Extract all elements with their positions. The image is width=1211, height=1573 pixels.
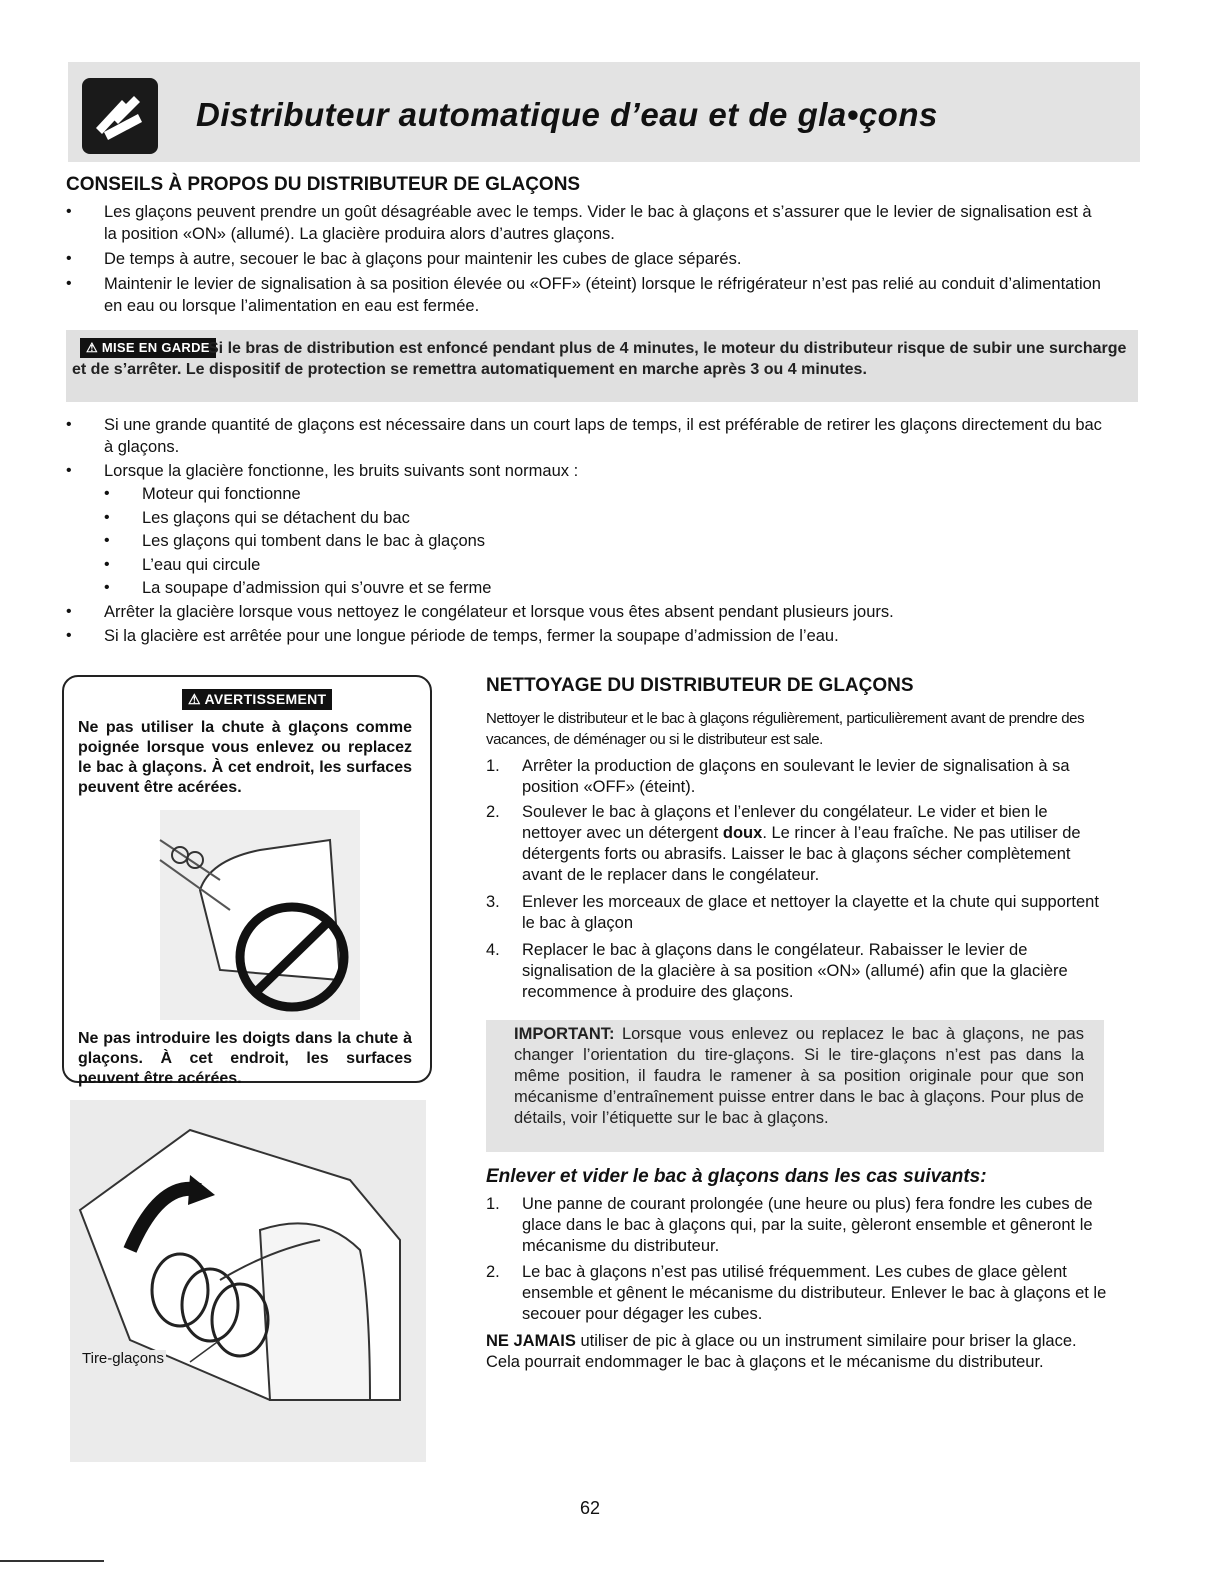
- warning-badge: ⚠ AVERTISSEMENT: [182, 689, 332, 710]
- section-heading-tips: CONSEILS À PROPOS DU DISTRIBUTEUR DE GLAÇONS: [66, 174, 581, 195]
- bullet-dot: •: [66, 462, 72, 479]
- caution-badge: ⚠ MISE EN GARDE: [80, 338, 216, 358]
- step-number: 1.: [486, 757, 500, 775]
- bullet-dot: •: [66, 203, 72, 220]
- tip-item: Si la glacière est arrêtée pour une longue période de temps, fermer la soupape d’admission de l’eau.: [104, 627, 839, 645]
- section-heading-cleaning: NETTOYAGE DU DISTRIBUTEUR DE GLAÇONS: [486, 675, 914, 696]
- bullet-dot: •: [66, 627, 72, 644]
- prohibited-icon: [232, 902, 352, 1012]
- section-heading-empty-bin: Enlever et vider le bac à glaçons dans les cas suivants:: [486, 1166, 987, 1187]
- step-text-part: Soulever le bac à glaçons et l’enlever du congélateur. Le vider et bien le nettoyer avec un détergent: [522, 803, 1048, 842]
- sub-item: La soupape d’admission qui s’ouvre et se ferme: [142, 579, 492, 597]
- caution-text: Si le bras de distribution est enfoncé pendant plus de 4 minutes, le moteur du distributeur risque de subir une surcharge et de s’arrêter. Le dispositif de protection se remettra automatiquement en marche après 3 ou 4 minutes.: [72, 340, 1127, 378]
- cleaning-step: Replacer le bac à glaçons dans le congélateur. Rabaisser le levier de signalisation de la glacière à sa position «ON» (allumé) afin que la glacière recommence à produire des glaçons.: [522, 941, 1068, 1001]
- bullet-dot: •: [66, 416, 72, 433]
- bullet-dot: •: [104, 532, 110, 549]
- footer-rule: [0, 1560, 104, 1562]
- step-number: 2.: [486, 803, 500, 821]
- bullet-dot: •: [66, 250, 72, 267]
- step-number: 2.: [486, 1263, 500, 1281]
- tip-item: Les glaçons peuvent prendre un goût désagréable avec le temps. Vider le bac à glaçons et s’assurer que le levier de signalisation est à la position «ON» (allumé). La glacière produira alors d’autres glaçons.: [104, 203, 1092, 243]
- step-number: 1.: [486, 1195, 500, 1213]
- empty-bin-case: Une panne de courant prolongée (une heure ou plus) fera fondre les cubes de glace dans le bac à glaçons qui, par la suite, gèleront ensemble et gêneront le mécanisme du distributeur.: [522, 1195, 1093, 1255]
- never-note: [486, 1331, 1110, 1373]
- tip-item: Maintenir le levier de signalisation à sa position élevée ou «OFF» (éteint) lorsque le réfrigérateur n’est pas relié au conduit d’alimentation en eau ou lorsque l’alimentation en eau est fermée.: [104, 275, 1101, 315]
- bullet-dot: •: [66, 603, 72, 620]
- page-title: Distributeur automatique d’eau et de gla•çons: [196, 96, 938, 133]
- ice-cubes-icon: [82, 78, 158, 154]
- bullet-dot: •: [104, 556, 110, 573]
- important-text: Lorsque vous enlevez ou replacez le bac à glaçons, ne pas changer l’orientation du tire-glaçons. Si le tire-glaçons n’est pas dans la même position, il faudra le ramener à sa position originale pour que son mécanisme d’entraînement puisse entrer dans le bac à glaçons. Pour plus de détails, voir l’étiquette sur le bac à glaçons.: [514, 1025, 1084, 1127]
- step-text-part: . Le rincer à l’eau fraîche. Ne pas utiliser de détergents forts ou abrasifs. Laisser le bac à glaçons sécher complètement avant de le replacer dans le congélateur.: [522, 824, 1081, 884]
- tip-item: De temps à autre, secouer le bac à glaçons pour maintenir les cubes de glace séparés.: [104, 250, 742, 268]
- cleaning-intro: Nettoyer le distributeur et le bac à glaçons régulièrement, particulièrement avant de prendre des vacances, de déménager ou si le distributeur est sale.: [486, 710, 1085, 748]
- warning-text-bottom: Ne pas introduire les doigts dans la chute à glaçons. À cet endroit, les surfaces peuvent être acérées.: [78, 1030, 412, 1087]
- page-number: 62: [580, 1498, 601, 1518]
- cleaning-step: Arrêter la production de glaçons en soulevant le levier de signalisation à sa position «OFF» (éteint).: [522, 757, 1070, 796]
- important-note: [514, 1024, 1084, 1129]
- sub-item: Les glaçons qui tombent dans le bac à glaçons: [142, 532, 486, 550]
- important-label: IMPORTANT:: [514, 1025, 615, 1043]
- bullet-dot: •: [104, 509, 110, 526]
- bullet-dot: •: [104, 579, 110, 596]
- warning-text-top: Ne pas utiliser la chute à glaçons comme poignée lorsque vous enlevez ou replacez le bac à glaçons. À cet endroit, les surfaces peuvent être acérées.: [78, 719, 412, 796]
- tip-item: Arrêter la glacière lorsque vous nettoyez le congélateur et lorsque vous êtes absent pendant plusieurs jours.: [104, 603, 894, 621]
- sub-item: L’eau qui circule: [142, 556, 261, 574]
- sub-item: Les glaçons qui se détachent du bac: [142, 509, 410, 527]
- ice-bin-illustration: [70, 1100, 426, 1462]
- step-number: 3.: [486, 893, 500, 911]
- cleaning-step: Enlever les morceaux de glace et nettoyer la clayette et la chute qui supportent le bac à glaçon: [522, 893, 1099, 932]
- bullet-dot: •: [104, 485, 110, 502]
- tip-item: Lorsque la glacière fonctionne, les bruits suivants sont normaux :: [104, 462, 579, 480]
- never-label: NE JAMAIS: [486, 1332, 576, 1350]
- ice-ejector-label: Tire-glaçons: [82, 1350, 164, 1367]
- step-text-bold: doux: [722, 824, 763, 842]
- never-text: utiliser de pic à glace ou un instrument similaire pour briser la glace. Cela pourrait endommager le bac à glaçons et le mécanisme du distributeur.: [486, 1332, 1077, 1371]
- bullet-dot: •: [66, 275, 72, 292]
- tip-item: Si une grande quantité de glaçons est nécessaire dans un court laps de temps, il est préférable de retirer les glaçons directement du bac à glaçons.: [104, 416, 1102, 456]
- step-number: 4.: [486, 941, 500, 959]
- sub-item: Moteur qui fonctionne: [142, 485, 301, 503]
- cleaning-step: [522, 802, 1110, 886]
- empty-bin-case: Le bac à glaçons n’est pas utilisé fréquemment. Les cubes de glace gèlent ensemble et gênent le mécanisme du distributeur. Enlever le bac à glaçons et le secouer pour dégager les cubes.: [522, 1263, 1107, 1323]
